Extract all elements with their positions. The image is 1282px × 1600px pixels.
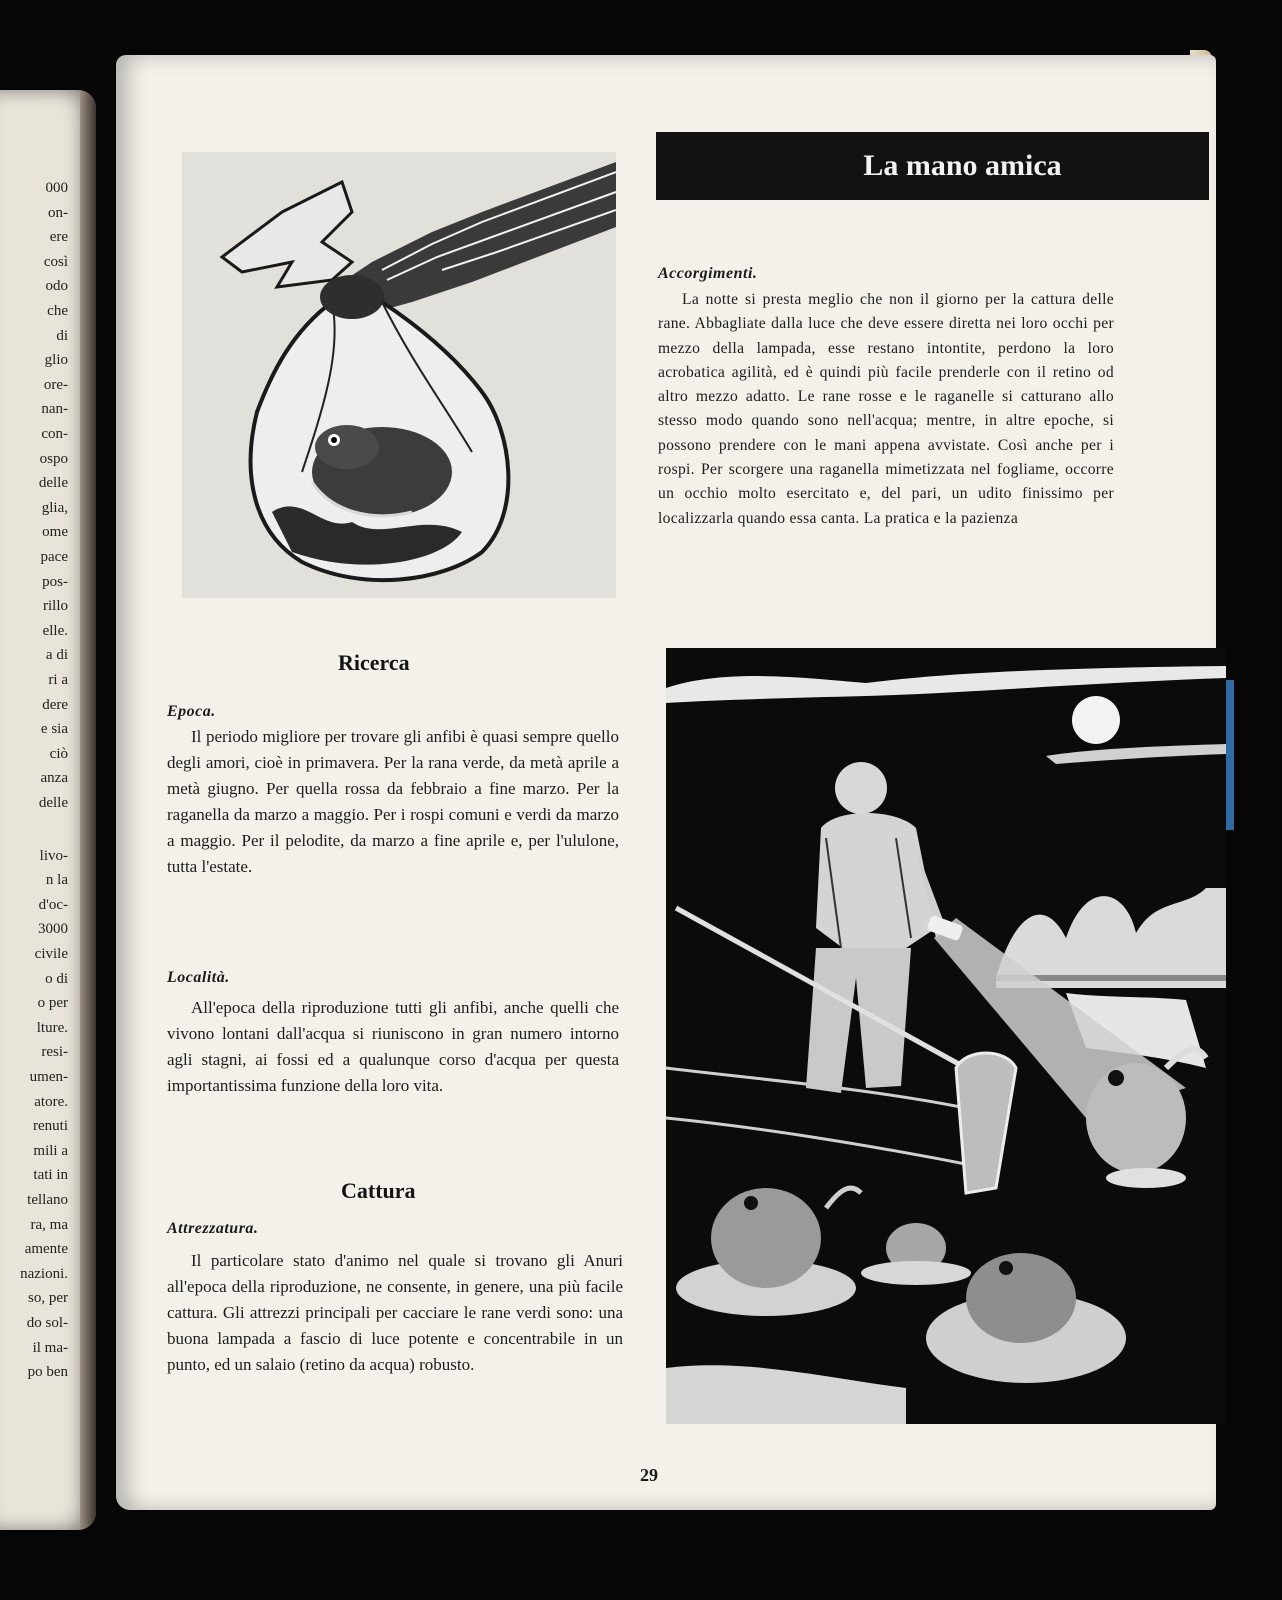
left-page-text-fragment: d'oc- — [38, 896, 68, 913]
left-page-text-fragment: ra, ma — [30, 1216, 68, 1233]
left-page-fragment — [0, 90, 96, 1530]
left-page-text-fragment: civile — [34, 946, 68, 962]
chapter-title: La mano amica — [863, 149, 1062, 182]
left-page-text-fragment: o di — [45, 970, 68, 987]
left-page-text-fragment: delle — [38, 795, 68, 811]
left-page-text-fragment: rillo — [43, 598, 68, 615]
epoca-text: Il periodo migliore per trovare gli anfibi è quasi sempre quello degli amori, cioè in primavera. Per la rana verde, da metà aprile a metà giugno. Per quella rossa da febbraio a fine marzo. Per la raganella da marzo a maggio. Per i rospi comuni e verdi da marzo a maggio. Per il pelodite, da marzo a fine aprile e, per l'ululone, tutta l'estate. — [167, 727, 619, 876]
left-page-text-fragment: ospo — [39, 450, 68, 467]
attrezzatura-subhead: Attrezzatura. — [167, 1220, 259, 1237]
left-page-text-fragment: renuti — [33, 1118, 68, 1135]
left-page-text-fragment: di — [56, 327, 68, 344]
localita-subhead: Località. — [167, 969, 230, 986]
left-page-text-fragment: so, per — [28, 1290, 68, 1307]
left-page-text-fragment: ome — [42, 524, 68, 541]
left-page-text-fragment: po ben — [27, 1364, 68, 1381]
left-page-text-fragment: delle — [38, 475, 68, 492]
left-page-text-fragment: ciò — [49, 745, 68, 762]
left-page-text-fragment: con- — [41, 426, 68, 442]
left-page-text-fragment: mili a — [33, 1142, 68, 1159]
cattura-title: Cattura — [341, 1178, 416, 1203]
left-page-text-fragment: resi- — [41, 1044, 68, 1061]
left-page-text-fragment: pace — [40, 549, 68, 565]
left-page-text-fragment: ri a — [48, 672, 68, 688]
localita-text: All'epoca della riproduzione tutti gli anfibi, anche quelli che vivono lontani dall'acqua si riuniscono in gran numero intorno agli stagni, ai fossi ed a qualunque corso d'acqua per questa importantissima funzione della loro vita. — [167, 998, 619, 1095]
left-page-text-fragment: anza — [40, 770, 68, 787]
left-page-text-fragment: che — [47, 303, 68, 319]
book-spine — [80, 90, 96, 1530]
left-page-text-fragment: pos- — [42, 573, 68, 590]
left-page-text-fragment: atore. — [34, 1093, 68, 1110]
attrezzatura-text: Il particolare stato d'animo nel quale si trovano gli Anuri all'epoca della riproduzione, ne consente, in genere, una più facile cattura. Gli attrezzi principali per cacciare le rane verdi sono: una buona lampada a fascio di luce potente e concentrabile in un punto, ed un salaio (retino da acqua) robusto. — [167, 1251, 623, 1374]
left-page-text-fragment: nan- — [41, 401, 68, 418]
left-page-text-fragment: nazioni. — [20, 1265, 68, 1282]
left-page-text-fragment: e sia — [40, 721, 68, 738]
left-page-text-fragment: ere — [49, 229, 68, 246]
left-page-text-fragment: o per — [37, 995, 68, 1012]
left-page-text-fragment: glia, — [41, 499, 68, 516]
page-number: 29 — [640, 1465, 658, 1485]
left-page-text-fragment: glio — [44, 352, 68, 369]
left-page-text-fragment: a di — [45, 647, 68, 664]
frog-in-bag-illustration — [182, 152, 616, 598]
left-page-text-fragment: on- — [48, 204, 68, 221]
left-page-text-fragment: elle. — [42, 622, 68, 639]
left-page-text-fragment: do sol- — [26, 1315, 68, 1331]
ricerca-title: Ricerca — [338, 650, 410, 675]
accorgimenti-text: La notte si presta meglio che non il giorno per la cattura delle rane. Abbagliate dalla luce che deve essere diretta nei loro occhi per mezzo della lampada, esse restano intontite, perdono la loro acrobatica agilità, ed è quindi più facile prenderle con il retino od altro mezzo adatto. Le rane rosse e le raganelle si catturano allo stesso modo quando sono nell'acqua; mentre, in altre epoche, si possono prendere con le mani appena avvistate. Così anche per i rospi. Per scorgere una raganella mimetizzata nel fogliame, occorre un occhio molto esercitato e, del pari, un udito finissimo per localizzarla quando essa canta. La pratica e la pazienza — [658, 291, 1114, 527]
left-page-text-fragment: 000 — [45, 180, 68, 196]
chapter-title-bar — [656, 132, 1209, 200]
left-page-text-fragment: ore- — [43, 376, 68, 393]
left-page-text-fragment: livo- — [39, 847, 68, 864]
left-page-text-fragment: dere — [42, 696, 68, 713]
left-page-text-fragment: tellano — [27, 1192, 68, 1208]
left-page-text-fragment: lture. — [36, 1019, 68, 1036]
left-page-text-fragment: 3000 — [38, 921, 68, 938]
night-frog-hunt-illustration — [666, 648, 1226, 1424]
accorgimenti-subhead: Accorgimenti. — [658, 265, 758, 282]
left-page-text-fragment: amente — [24, 1241, 68, 1258]
left-page-text-fragment: il ma- — [32, 1339, 68, 1356]
left-page-text-fragment: così — [43, 253, 68, 270]
left-page-text-fragment: tati in — [33, 1167, 68, 1184]
left-page-text-fragment: n la — [45, 872, 68, 889]
epoca-subhead: Epoca. — [167, 703, 216, 720]
left-page-text-fragment: odo — [45, 278, 68, 295]
left-page-text-fragment: umen- — [29, 1069, 68, 1085]
